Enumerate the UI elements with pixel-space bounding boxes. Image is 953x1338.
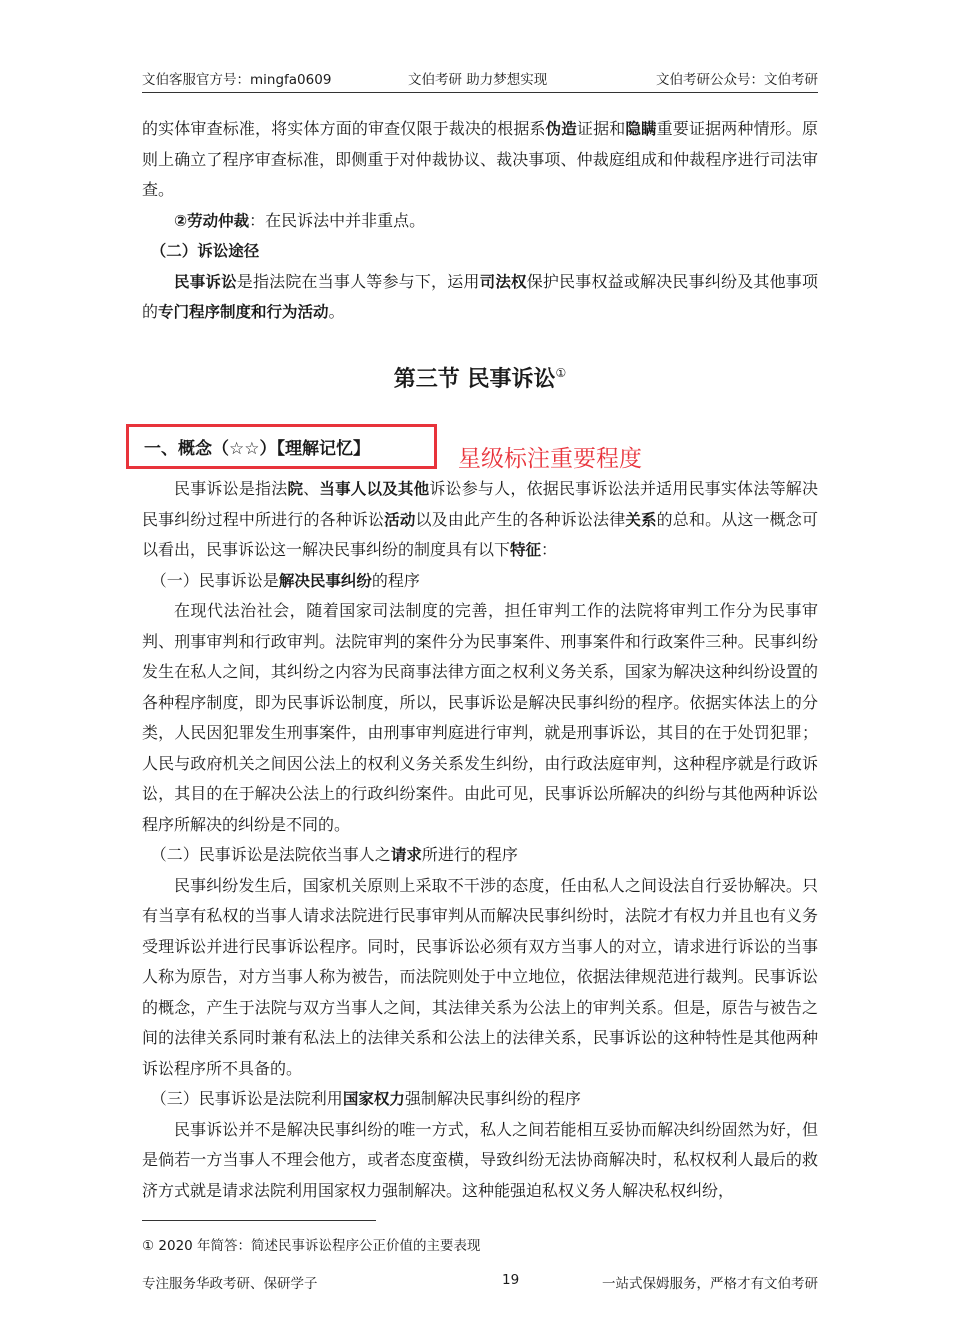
text-run: 的实体审查标准，将实体方面的审查仅限于裁决的根据系 bbox=[142, 119, 546, 138]
paragraph-concept bbox=[142, 474, 818, 566]
text-run: 民事纠纷发生后，国家机关原则上采取不干涉的态度，任由私人之间设法自行妥协解决。只有当享有私权的当事人请求法院进行民事审判从而解决民事纠纷时，法院才有权力并且也有义务受理诉讼并进行民事诉讼程序。同时，民事诉讼必须有双方当事人的对立，请求进行诉讼的当事人称为原告，对方当事人称为被告，而法院则处于中立地位，依据法律规范进行裁判。民事诉讼的概念，产生于法院与双方当事人之间，其法律关系为公法上的审判关系。但是，原告与被告之间的法律关系同时兼有私法上的法律关系和公法上的法律关系，民事诉讼的这种特性是其他两种诉讼程序所不具备的。 bbox=[142, 875, 818, 1078]
paragraph-feature-3 bbox=[142, 1115, 818, 1207]
text-run: 民事诉讼并不是解决民事纠纷的唯一方式，私人之间若能相互妥协而解决纠纷固然为好，但是倘若一方当事人不理会他方，或者态度蛮横，导致纠纷无法协商解决时，私权权利人最后的救济方式就是请求法院利用国家权力强制解决。这种能强迫私权义务人解决私权纠纷， bbox=[142, 1119, 818, 1200]
text-run: ：在民诉法中并非重点。 bbox=[249, 210, 426, 230]
bold-run: 专门程序制度和行为活动 bbox=[158, 303, 329, 321]
page-header bbox=[142, 68, 818, 93]
paragraph-labor-arbitration bbox=[142, 206, 818, 237]
text-run: 重要证据两种情形。原则上确立了程序审查标准，即侧重于对仲裁协议、裁决事项、仲裁庭组成和仲裁程序进行司法审查。 bbox=[142, 119, 818, 199]
section-title bbox=[142, 362, 818, 393]
paragraph-feature-1 bbox=[142, 596, 818, 840]
bold-run: 国家权力 bbox=[342, 1090, 405, 1108]
text-run: 诉讼参与人，依据民事诉讼法并适用民事实体法等解决民事纠纷过程中所进行的各种诉讼 bbox=[142, 479, 818, 529]
text-run: 的总和。从这一概念可以看出，民事诉讼这一解决民事纠纷的制度具有以下 bbox=[142, 509, 818, 559]
paragraph-arbitration-review bbox=[142, 114, 818, 206]
page-number: 19 bbox=[502, 1272, 520, 1288]
page-footer bbox=[142, 1272, 818, 1292]
bold-run: 解决民事纠纷 bbox=[278, 571, 372, 590]
bold-run: （二）诉讼途径 bbox=[150, 242, 260, 260]
text-run: 以及由此产生的各种诉讼法律 bbox=[415, 509, 626, 529]
text-run: 、 bbox=[303, 479, 320, 498]
subheading-feature-2 bbox=[142, 840, 818, 871]
bold-run: ②劳动仲裁 bbox=[174, 211, 250, 230]
bold-run: 民事诉讼 bbox=[174, 272, 237, 291]
importance-annotation: 星级标注重要程度 bbox=[458, 446, 642, 472]
concept-heading: 一、概念（☆☆）【理解记忆】 bbox=[144, 439, 370, 459]
subheading-feature-3 bbox=[142, 1084, 818, 1115]
text-run: 是指法院在当事人等参与下，运用 bbox=[236, 271, 480, 291]
header-slogan: 文伯考研 助力梦想实现 bbox=[408, 72, 548, 88]
footnote-divider bbox=[142, 1220, 376, 1221]
main-text-block bbox=[142, 474, 818, 1206]
text-run: ： bbox=[541, 540, 558, 559]
header-contact: 文伯客服官方号：mingfa0609 bbox=[142, 72, 332, 88]
bold-run: 伪造 bbox=[545, 120, 577, 138]
footer-left: 专注服务华政考研、保研学子 bbox=[142, 1276, 318, 1292]
text-run: 保护民事权益或解决民事纠纷及其他事项的 bbox=[142, 271, 818, 321]
text-run: （一）民事诉讼是 bbox=[150, 570, 279, 590]
footnote: ① 2020 年简答：简述民事诉讼程序公正价值的主要表现 bbox=[142, 1238, 481, 1254]
paragraph-feature-2 bbox=[142, 871, 818, 1085]
bold-run: 隐瞒 bbox=[625, 120, 657, 138]
text-run: （二）民事诉讼是法院依当事人之 bbox=[150, 845, 391, 864]
subheading-feature-1 bbox=[142, 566, 818, 597]
text-run: 证据和 bbox=[576, 119, 626, 138]
bold-run: 活动 bbox=[384, 510, 416, 529]
bold-run: 关系 bbox=[625, 510, 657, 529]
text-run: 。 bbox=[328, 302, 345, 321]
subheading-litigation-route bbox=[142, 236, 818, 267]
text-run: 强制解决民事纠纷的程序 bbox=[404, 1089, 581, 1108]
section-title-text: 第三节 民事诉讼 bbox=[393, 367, 556, 392]
bold-run: 请求 bbox=[390, 846, 422, 864]
bold-run: 特征 bbox=[510, 541, 542, 559]
footnote-marker: ① bbox=[555, 366, 567, 380]
text-run: 在现代法治社会，随着国家司法制度的完善，担任审判工作的法院将审判工作分为民事审判、刑事审判和行政审判。法院审判的案件分为民事案件、刑事案件和行政案件三种。民事纠纷发生在私人之间，其纠纷之内容为民商事法律方面之权利义务关系，国家为解决这种纠纷设置的各种程序制度，即为民事诉讼制度，所以，民事诉讼是解决民事纠纷的程序。依据实体法上的分类，人民因犯罪发生刑事案件，由刑事审判庭进行审判，就是刑事诉讼，其目的在于处罚犯罪；人民与政府机关之间因公法上的权利义务关系发生纠纷，由行政法庭审判，这种程序就是行政诉讼，其目的在于解决公法上的行政纠纷案件。由此可见，民事诉讼所解决的纠纷与其他两种诉讼程序所解决的纠纷是不同的。 bbox=[142, 601, 818, 834]
paragraph-civil-litigation-definition bbox=[142, 267, 818, 328]
bold-run: 司法权 bbox=[479, 272, 527, 291]
text-run: 所进行的程序 bbox=[421, 845, 518, 864]
header-wechat: 文伯考研公众号：文伯考研 bbox=[656, 72, 818, 88]
text-run: （三）民事诉讼是法院利用 bbox=[150, 1089, 343, 1108]
footer-right: 一站式保姆服务，严格才有文伯考研 bbox=[602, 1276, 818, 1292]
bold-run: 院 bbox=[287, 480, 304, 498]
text-run: 民事诉讼是指法 bbox=[174, 479, 288, 498]
bold-run: 当事人以及其他 bbox=[319, 480, 430, 498]
text-run: 的程序 bbox=[371, 570, 420, 590]
top-text-block bbox=[142, 114, 818, 328]
